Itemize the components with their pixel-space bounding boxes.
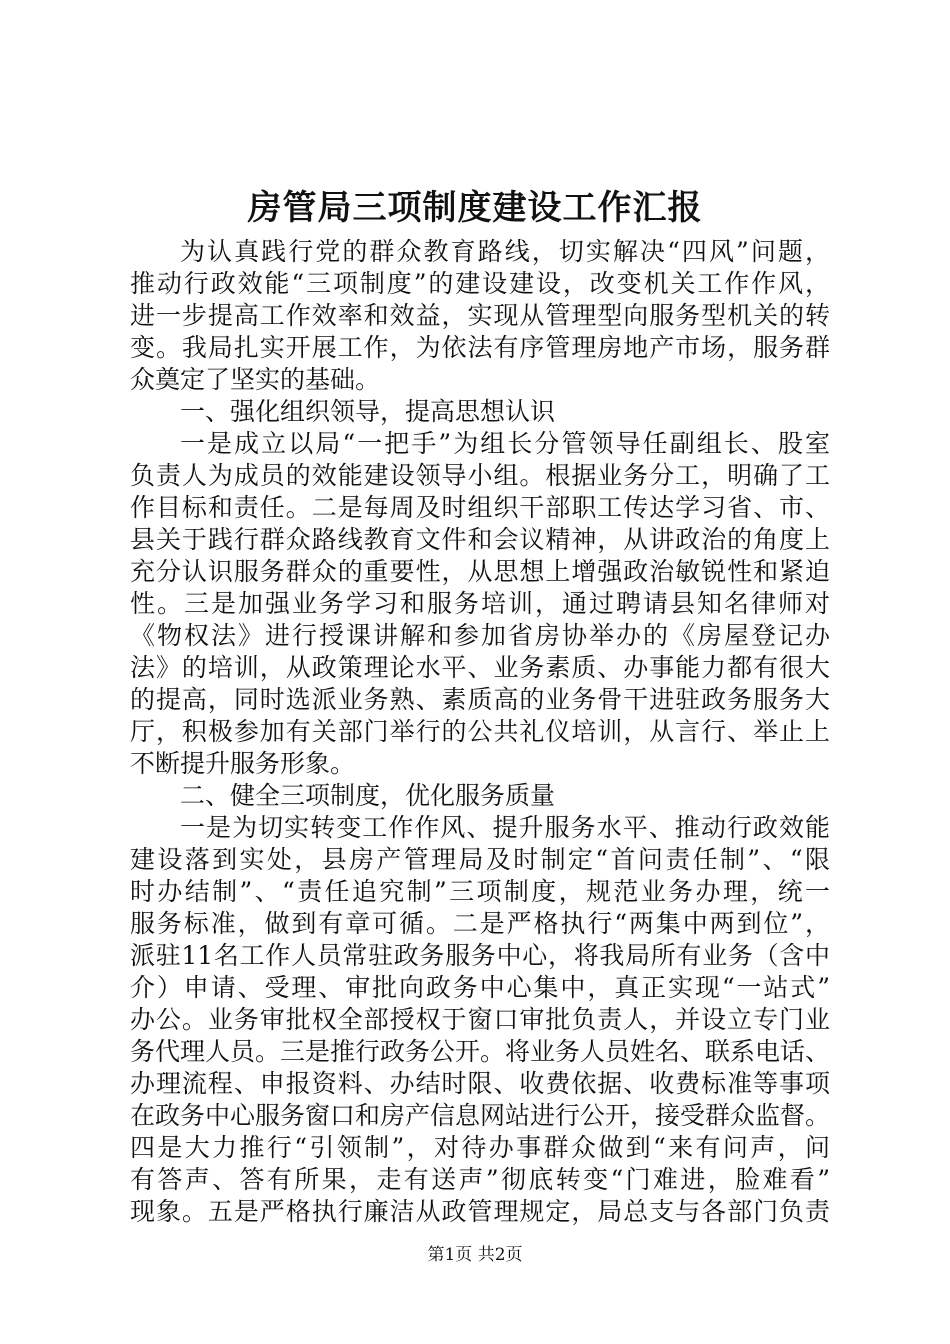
body-text-line: 众奠定了坚实的基础。: [130, 365, 381, 394]
body-text-line: 四是大力推行“引领制”，对待办事群众做到“来有问声，问: [130, 1133, 830, 1162]
body-text-line: 充分认识服务群众的重要性，从思想上增强政治敏锐性和紧迫: [130, 557, 830, 586]
section-heading: 二、健全三项制度，优化服务质量: [180, 781, 556, 810]
body-text-line: 《物权法》进行授课讲解和参加省房协举办的《房屋登记办: [130, 621, 830, 650]
document-body: [130, 236, 830, 1228]
body-text-line: 为认真践行党的群众教育路线，切实解决“四风”问题，: [180, 237, 830, 266]
body-text-line: 一是为切实转变工作作风、提升服务水平、推动行政效能: [180, 813, 830, 842]
body-text-line: 县关于践行群众路线教育文件和会议精神，从讲政治的角度上: [130, 525, 830, 554]
body-text-line: 变。我局扎实开展工作，为依法有序管理房地产市场，服务群: [130, 333, 830, 362]
page-footer: 第1页 共2页: [427, 1245, 523, 1265]
document-title: 房管局三项制度建设工作汇报: [247, 188, 703, 228]
body-text-line: 进一步提高工作效率和效益，实现从管理型向服务型机关的转: [130, 301, 830, 330]
body-text-line: 时办结制”、“责任追究制”三项制度，规范业务办理，统一: [130, 877, 830, 906]
body-text-line: 务代理人员。三是推行政务公开。将业务人员姓名、联系电话、: [130, 1037, 831, 1066]
body-text-line: 法》的培训，从政策理论水平、业务素质、办事能力都有很大: [130, 653, 830, 682]
body-text-line: 建设落到实处，县房产管理局及时制定“首问责任制”、“限: [130, 845, 830, 874]
body-text-line: 性。三是加强业务学习和服务培训，通过聘请县知名律师对: [130, 589, 830, 618]
body-text-line: 有答声、答有所果，走有送声”彻底转变“门难进，脸难看”: [130, 1165, 830, 1194]
body-text-line: 办理流程、申报资料、办结时限、收费依据、收费标准等事项: [130, 1069, 830, 1098]
body-text-line: 的提高，同时选派业务熟、素质高的业务骨干进驻政务服务大: [130, 685, 830, 714]
body-text-line: 介）申请、受理、审批向政务中心集中，真正实现“一站式”: [130, 973, 830, 1002]
body-text-line: 在政务中心服务窗口和房产信息网站进行公开，接受群众监督。: [130, 1101, 831, 1130]
body-text-line: 现象。五是严格执行廉洁从政管理规定，局总支与各部门负责: [130, 1197, 830, 1226]
body-text-line: 办公。业务审批权全部授权于窗口审批负责人，并设立专门业: [130, 1005, 830, 1034]
body-text-line: 厅，积极参加有关部门举行的公共礼仪培训，从言行、举止上: [130, 717, 830, 746]
body-text-line: 派驻11名工作人员常驻政务服务中心，将我局所有业务（含中: [130, 941, 830, 970]
body-text-line: 服务标准，做到有章可循。二是严格执行“两集中两到位”，: [130, 909, 830, 938]
body-text-line: 不断提升服务形象。: [130, 749, 356, 778]
section-heading: 一、强化组织领导，提高思想认识: [180, 397, 556, 426]
body-text-line: 推动行政效能“三项制度”的建设建设，改变机关工作作风，: [130, 269, 830, 298]
body-text-line: 作目标和责任。二是每周及时组织干部职工传达学习省、市、: [130, 493, 830, 522]
body-text-line: 负责人为成员的效能建设领导小组。根据业务分工，明确了工: [130, 461, 830, 490]
body-text-line: 一是成立以局“一把手”为组长分管领导任副组长、股室: [180, 429, 830, 458]
